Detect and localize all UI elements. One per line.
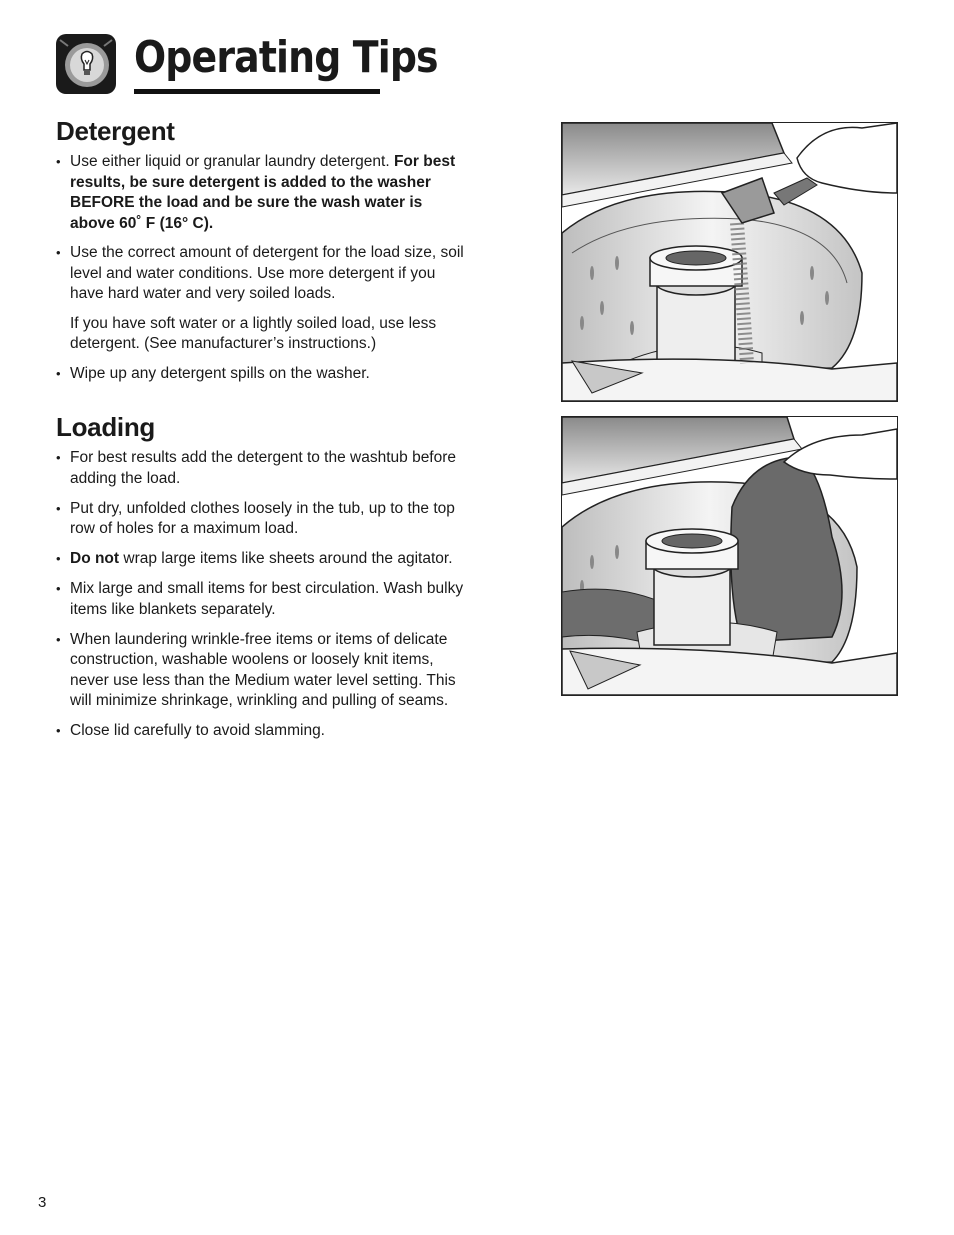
lightbulb-tip-icon xyxy=(54,32,118,96)
list-item: • Put dry, unfolded clothes loosely in the tub, up to the top row of holes for a maximum load. xyxy=(56,499,466,540)
list-item: • Mix large and small items for best circulation. Wash bulky items like blankets separately. xyxy=(56,579,466,620)
detergent-heading: Detergent xyxy=(56,116,175,146)
list-item: • Do not wrap large items like sheets around the agitator. xyxy=(56,549,466,570)
page-header xyxy=(54,30,438,98)
page-number: 3 xyxy=(38,1194,47,1211)
list-item-note: If you have soft water or a lightly soiled load, use less detergent. (See manufacturer’s instructions.) xyxy=(70,314,437,352)
list-item: • For best results add the detergent to the washtub before adding the load. xyxy=(56,448,466,489)
loading-section xyxy=(56,412,466,742)
loading-list xyxy=(56,448,466,742)
detergent-list xyxy=(56,152,466,384)
list-item: • Close lid carefully to avoid slamming. xyxy=(56,721,466,742)
list-item: • Use the correct amount of detergent for the load size, soil level and water conditions. Use more detergent if you have hard water and very soiled loads. xyxy=(56,243,466,305)
detergent-section xyxy=(56,116,466,384)
list-item: • Use either liquid or granular laundry detergent. For best results, be sure detergent is added to the washer BEFORE the load and be sure the wash water is above 60˚ F (16° C). xyxy=(56,152,466,234)
title-underline xyxy=(134,89,380,94)
loading-heading: Loading xyxy=(56,412,155,442)
list-item: • Wipe up any detergent spills on the washer. xyxy=(56,364,466,385)
page-title: Operating Tips xyxy=(134,32,438,83)
list-item: • When laundering wrinkle-free items or items of delicate construction, washable woolens or loosely knit items, never use less than the Medium water level setting. This will minimize shrinkage, wrinkling and pulling of seams. xyxy=(56,630,466,712)
detergent-pour-illustration xyxy=(561,122,898,402)
loading-clothes-illustration xyxy=(561,416,898,696)
